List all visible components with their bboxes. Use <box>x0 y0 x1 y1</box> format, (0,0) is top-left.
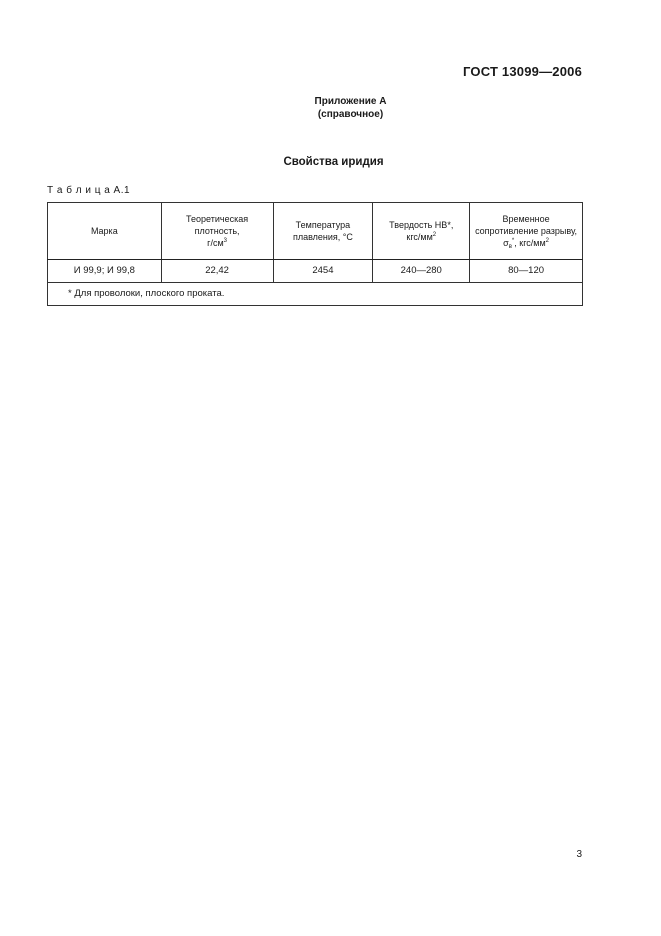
table-label: Т а б л и ц а А.1 <box>47 185 131 196</box>
header-melting-line2: плавления, °С <box>292 232 353 242</box>
table-header-row <box>48 203 583 260</box>
header-strength-unit-sup: 2 <box>545 238 549 244</box>
header-strength-unit: , кгс/мм <box>514 238 546 248</box>
cell-melting: 2454 <box>273 260 373 283</box>
cell-density: 22,42 <box>161 260 273 283</box>
header-strength-sup: * <box>511 238 515 244</box>
header-density-unit-sup: 3 <box>223 238 227 244</box>
cell-grade: И 99,9; И 99,8 <box>48 260 162 283</box>
header-density-unit: г/см <box>207 238 224 248</box>
footnote-row <box>48 283 583 306</box>
header-strength-line1: Временное <box>502 214 550 224</box>
page-number: 3 <box>576 849 582 860</box>
header-density-line1: Теоретическая <box>186 214 249 224</box>
cell-hardness: 240—280 <box>373 260 470 283</box>
header-strength-symbol: σ <box>503 238 509 248</box>
header-density <box>161 203 273 260</box>
standard-code: ГОСТ 13099—2006 <box>463 64 582 79</box>
header-density-line2: плотность, <box>194 226 240 236</box>
header-strength-line2: сопротивление разрыву, <box>475 226 578 236</box>
header-strength <box>470 203 583 260</box>
section-title-text: Свойства иридия <box>283 156 384 168</box>
header-melting-line1: Температура <box>295 220 351 230</box>
appendix-subtitle: (справочное) <box>317 109 384 120</box>
header-hardness-unit: кгс/мм <box>406 232 433 242</box>
table-footnote: * Для проволоки, плоского проката. <box>48 283 583 306</box>
header-hardness-unit-sup: 2 <box>432 232 437 238</box>
table-row <box>48 260 583 283</box>
section-title <box>0 156 661 168</box>
appendix-heading <box>0 95 661 121</box>
header-hardness-line1: Твердость HB*, <box>389 220 454 230</box>
cell-strength: 80—120 <box>470 260 583 283</box>
header-melting <box>273 203 373 260</box>
properties-table <box>47 202 583 306</box>
header-strength-sub: в <box>508 244 512 250</box>
header-hardness <box>373 203 470 260</box>
appendix-title: Приложение А <box>314 96 387 107</box>
header-grade: Марка <box>48 203 162 260</box>
